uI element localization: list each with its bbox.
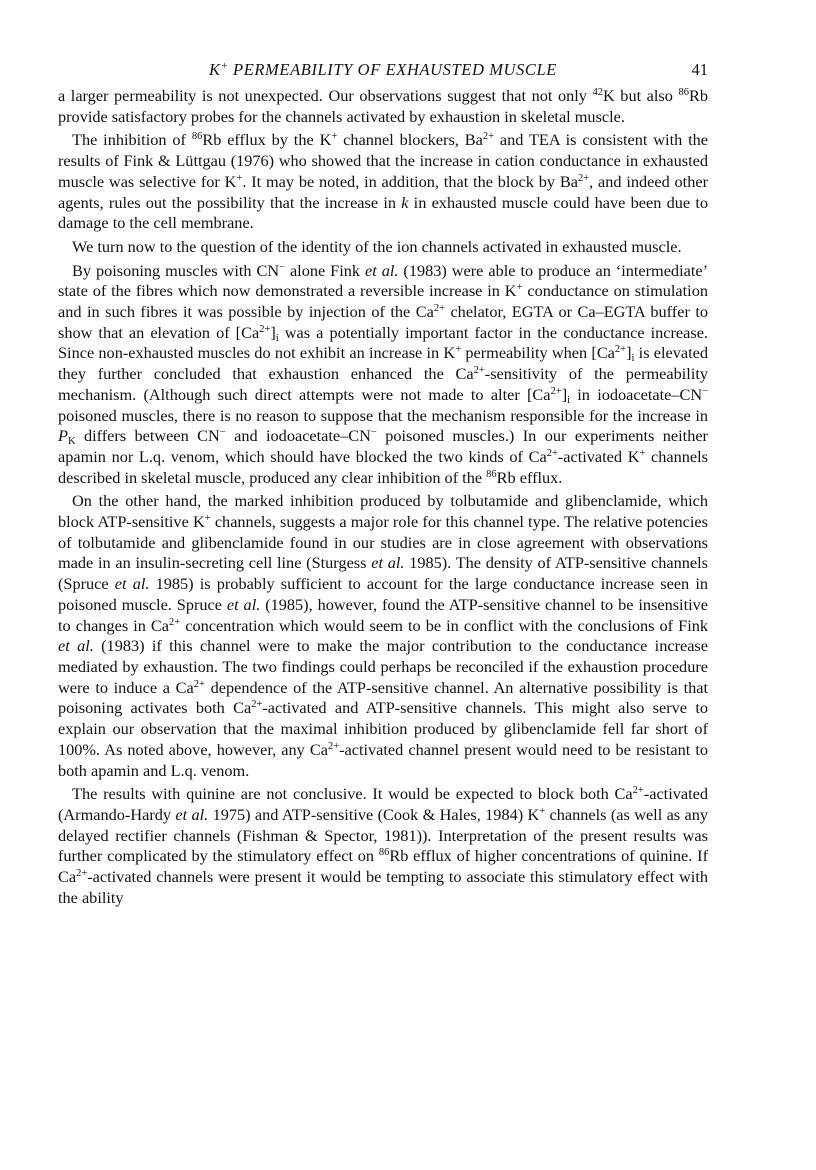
- paragraph: On the other hand, the marked inhibition produced by tolbutamide and glibenclamide, which block ATP-sensitive K+ channels, suggests a major role for this channel type. The relative potencies of tolbutamide and glibenclamide found in our studies are in close agreement with observations made in an insulin-secreting cell line (Sturgess et al. 1985). The density of ATP-sensitive channels (Spruce et al. 1985) is probably sufficient to account for the large conductance increase seen in poisoned muscle. Spruce et al. (1985), however, found the ATP-sensitive channel to be insensitive to changes in $Ca^{2+}$ concentration which would seem to be in conflict with the conclusions of Fink et al. (1983) if this channel were to make the major contribution to the conductance increase mediated by exhaustion. The two findings could perhaps be reconciled if the exhaustion procedure were to induce a $Ca^{2+}$ dependence of the ATP-sensitive channel. An alternative possibility is that poisoning activates both $Ca^{2+}$-activated and ATP-sensitive channels. This might also serve to explain our observation that the maximal inhibition produced by glibenclamide fell far short of 100%. As noted above, however, any $Ca^{2+}$-activated channel present would need to be resistant to both apamin and L.q. venom.: [58, 491, 709, 780]
- paragraph: a larger permeability is not unexpected. Our observations suggest that not only $^{42}$K but also $^{86}$Rb provide satisfactory probes for the channels activated by exhaustion in skeletal muscle.: [58, 86, 708, 126]
- paragraph: The results with quinine are not conclusive. It would be expected to block both $Ca^{2+}$-activated (Armando-Hardy et al. 1975) and ATP-sensitive (Cook & Hales, 1984) K+ channels (as well as any delayed rectifier channels (Fishman & Spector, 1981)). Interpretation of the present results was further complicated by the stimulatory effect on $^{86}$Rb efflux of higher concentrations of quinine. If $Ca^{2+}$-activated channels were present it would be tempting to associate this stimulatory effect with the ability: [58, 784, 709, 907]
- paragraph: The inhibition of $^{86}$Rb efflux by the K+ channel blockers, $Ba^{2+}$ and TEA is consistent with the results of Fink & Lüttgau (1976) who showed that the increase in cation conductance in exhausted muscle was selective for K+. It may be noted, in addition, that the block by $Ba^{2+}$, and indeed other agents, rules out the possibility that the increase in k in exhausted muscle could have been due to damage to the cell membrane.: [58, 130, 709, 233]
- paragraph: We turn now to the question of the identity of the ion channels activated in exhausted muscle.: [72, 236, 682, 256]
- journal-page: [58, 60, 708, 911]
- running-title: K+ PERMEABILITY OF EXHAUSTED MUSCLE: [209, 60, 557, 79]
- body-text: [58, 86, 708, 908]
- page-number: 41: [691, 60, 708, 79]
- running-head: [58, 60, 708, 86]
- paragraph: By poisoning muscles with CN− alone Fink et al. (1983) were able to produce an ‘intermediate’ state of the fibres which now demonstrated a reversible increase in K+ conductance on stimulation and in such fibres it was possible by injection of the $Ca^{2+}$ chelator, EGTA or Ca–EGTA buffer to show that an elevation of $[Ca^{2+}]_i$ was a potentially important factor in the conductance increase. Since non-exhausted muscles do not exhibit an increase in K+ permeability when $[Ca^{2+}]_i$ is elevated they further concluded that exhaustion enhanced the $Ca^{2+}$-sensitivity of the permeability mechanism. (Although such direct attempts were not made to alter $[Ca^{2+}]_i$ in iodoacetate–CN− poisoned muscles, there is no reason to suppose that the mechanism responsible for the increase in $P_K$ differs between CN− and iodoacetate–CN− poisoned muscles.) In our experiments neither apamin nor L.q. venom, which should have blocked the two kinds of $Ca^{2+}$-activated K+ channels described in skeletal muscle, produced any clear inhibition of the $^{86}$Rb efflux.: [58, 260, 709, 487]
